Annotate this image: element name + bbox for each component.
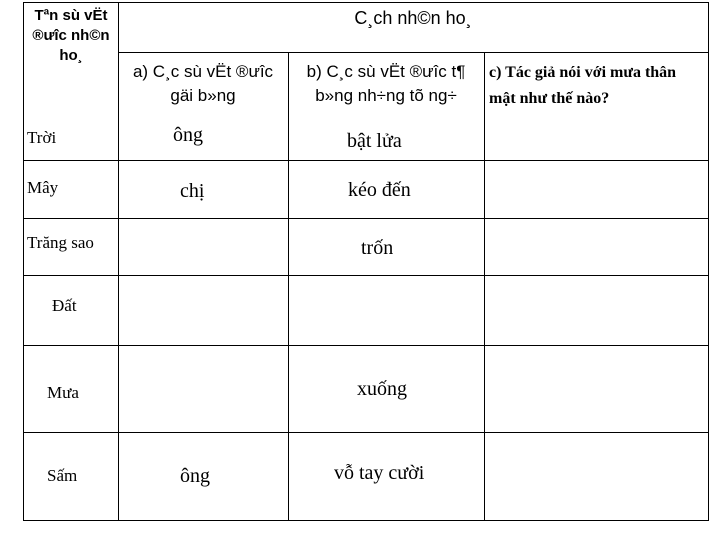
group-header: C¸ch nh©n ho¸ — [354, 8, 472, 28]
row-line-4 — [23, 345, 708, 346]
row-header: Tªn sù vËt ®ưîc nh©n ho¸ — [32, 7, 110, 64]
column-header-c: c) Tác giả nói với mưa thân mật như thế nào? — [489, 64, 677, 107]
col-divider-1 — [118, 2, 119, 521]
table-border-right — [708, 2, 709, 521]
row-troi-col-b: bật lửa — [347, 130, 402, 152]
header-subgroup-line — [118, 52, 708, 53]
row-name-may: Mây — [27, 178, 59, 197]
column-header-a: a) C¸c sù vËt ®ưîc gäi b»ng — [132, 62, 274, 105]
table-border-left — [23, 2, 24, 521]
col-divider-2 — [288, 52, 289, 521]
row-sam-col-b: vỗ tay cười — [334, 462, 425, 484]
row-may-col-b: kéo đến — [348, 179, 411, 201]
row-line-1 — [23, 160, 708, 161]
row-line-5 — [23, 432, 708, 433]
row-name-mua: Mưa — [47, 383, 79, 402]
row-trang-sao-col-b: trốn — [361, 237, 394, 259]
row-name-trang-sao: Trăng sao — [27, 233, 94, 252]
row-name-sam: Sấm — [47, 466, 78, 485]
row-line-2 — [23, 218, 708, 219]
col-divider-3 — [484, 52, 485, 521]
table-border-top — [23, 2, 708, 3]
row-mua-col-b: xuống — [357, 378, 407, 400]
row-may-col-a: chị — [180, 180, 205, 202]
column-header-b: b) C¸c sù vËt ®ưîc t¶ b»ng nh÷ng tõ ng÷ — [306, 62, 466, 105]
row-troi-col-a: ông — [173, 124, 203, 146]
row-name-dat: Đất — [52, 296, 77, 315]
row-sam-col-a: ông — [180, 465, 210, 487]
row-name-troi: Trời — [27, 128, 57, 147]
row-line-3 — [23, 275, 708, 276]
table-border-bottom — [23, 520, 708, 521]
